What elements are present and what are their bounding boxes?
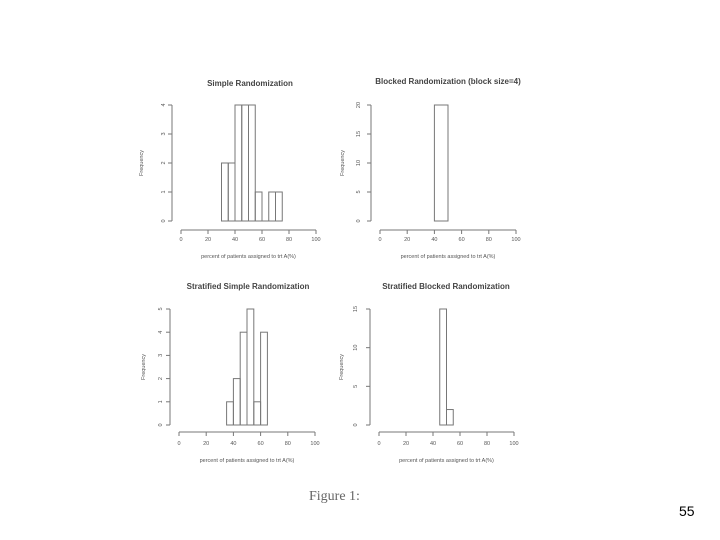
panel-2-y-axis-label: Frequency: [340, 150, 346, 176]
panel-1-y-tick-label-4: 4: [161, 103, 167, 107]
panel-4-y-tick-label-5: 5: [353, 384, 359, 388]
panel-3-x-tick-label-60: 60: [257, 441, 264, 447]
panel-2-y-tick-label-15: 15: [356, 130, 362, 138]
panel-4-y-tick-label-10: 10: [353, 344, 359, 351]
panel-3-x-tick-label-0: 0: [177, 441, 181, 447]
panel-3-title: Stratified Simple Randomization: [186, 282, 310, 291]
panel-4-y-tick-label-15: 15: [353, 305, 359, 313]
panel-3-bar-1: [227, 402, 234, 425]
panel-1-y-tick-label-3: 3: [161, 132, 167, 136]
panel-2-x-tick-label-100: 100: [511, 237, 521, 243]
panel-3-x-tick-label-80: 80: [284, 441, 291, 447]
panel-2-bar-1: [434, 105, 448, 221]
panel-4-x-tick-label-20: 20: [402, 441, 410, 447]
panel-2-x-tick-label-0: 0: [378, 237, 382, 243]
panel-4-y-axis-label: Frequency: [339, 354, 345, 380]
panel-2-x-tick-label-20: 20: [404, 237, 411, 243]
panel-3-x-tick-label-40: 40: [230, 441, 237, 447]
panel-1-bar-4: [242, 105, 249, 221]
panel-1-bar-6: [255, 192, 262, 221]
panel-1-bar-1: [222, 163, 229, 221]
panel-2-y-tick-label-5: 5: [356, 190, 362, 194]
panel-3-x-axis-label: percent of patients assigned to trt A(%): [199, 458, 295, 464]
panel-4-x-tick-label-100: 100: [509, 441, 519, 447]
panel-4-x-axis-label: percent of patients assigned to trt A(%): [399, 458, 494, 464]
page-number: 55: [679, 503, 695, 519]
panel-2-x-axis-label: percent of patients assigned to trt A(%): [400, 254, 496, 260]
panel-3-y-tick-label-2: 2: [158, 377, 164, 381]
panel-4-x-tick-label-0: 0: [377, 441, 381, 447]
panel-3-y-tick-label-3: 3: [158, 353, 164, 357]
panel-4-x-tick-label-40: 40: [429, 441, 437, 447]
panel-3-y-tick-label-5: 5: [158, 307, 164, 311]
panel-1-bar-5: [249, 105, 256, 221]
panel-3-bar-3: [240, 332, 247, 425]
panel-1-x-tick-label-0: 0: [179, 237, 183, 243]
panel-4-x-tick-label-60: 60: [456, 441, 464, 447]
panel-4-x-tick-label-80: 80: [483, 441, 491, 447]
panel-3-bar-4: [247, 309, 254, 425]
panel-2-x-tick-label-60: 60: [458, 237, 465, 243]
panel-2-y-tick-label-0: 0: [356, 219, 362, 223]
panel-1-bar-2: [228, 163, 235, 221]
panel-3-bar-2: [233, 379, 240, 425]
panel-1-x-tick-label-100: 100: [311, 237, 321, 243]
panel-3-y-tick-label-4: 4: [158, 330, 164, 334]
panel-4-y-tick-label-0: 0: [353, 423, 359, 427]
panel-1-y-tick-label-2: 2: [161, 161, 167, 165]
panel-2-y-tick-label-10: 10: [356, 159, 362, 167]
panel-2-title: Blocked Randomization (block size=4): [375, 77, 521, 86]
panel-3-y-tick-label-0: 0: [158, 423, 164, 427]
panel-1-x-tick-label-60: 60: [258, 237, 266, 243]
figure-caption: Figure 1:: [309, 489, 360, 504]
panel-3-x-tick-label-20: 20: [203, 441, 210, 447]
panel-1-bar-8: [269, 192, 276, 221]
panel-1-y-tick-label-1: 1: [161, 190, 167, 194]
panel-1-bar-3: [235, 105, 242, 221]
panel-1-y-axis-label: Frequency: [139, 150, 145, 176]
panel-1-x-tick-label-40: 40: [231, 237, 239, 243]
panel-1-x-tick-label-80: 80: [285, 237, 293, 243]
panel-4-bar-1: [440, 309, 447, 425]
panel-4-bar-2: [447, 410, 454, 425]
panel-3-x-tick-label-100: 100: [310, 441, 320, 447]
panel-4-title: Stratified Blocked Randomization: [382, 282, 510, 291]
panel-3-y-tick-label-1: 1: [158, 400, 164, 404]
panel-2-x-tick-label-80: 80: [485, 237, 492, 243]
panel-1-y-tick-label-0: 0: [161, 219, 167, 223]
panel-1-title: Simple Randomization: [207, 79, 293, 88]
panel-2-y-tick-label-20: 20: [356, 101, 362, 109]
panel-1-x-tick-label-20: 20: [204, 237, 212, 243]
panel-3-y-axis-label: Frequency: [141, 354, 147, 380]
panel-3-bar-6: [261, 332, 268, 425]
panel-1-bar-9: [276, 192, 283, 221]
panel-1-x-axis-label: percent of patients assigned to trt A(%): [201, 254, 296, 260]
panel-2-x-tick-label-40: 40: [431, 237, 438, 243]
panel-3-bar-5: [254, 402, 261, 425]
